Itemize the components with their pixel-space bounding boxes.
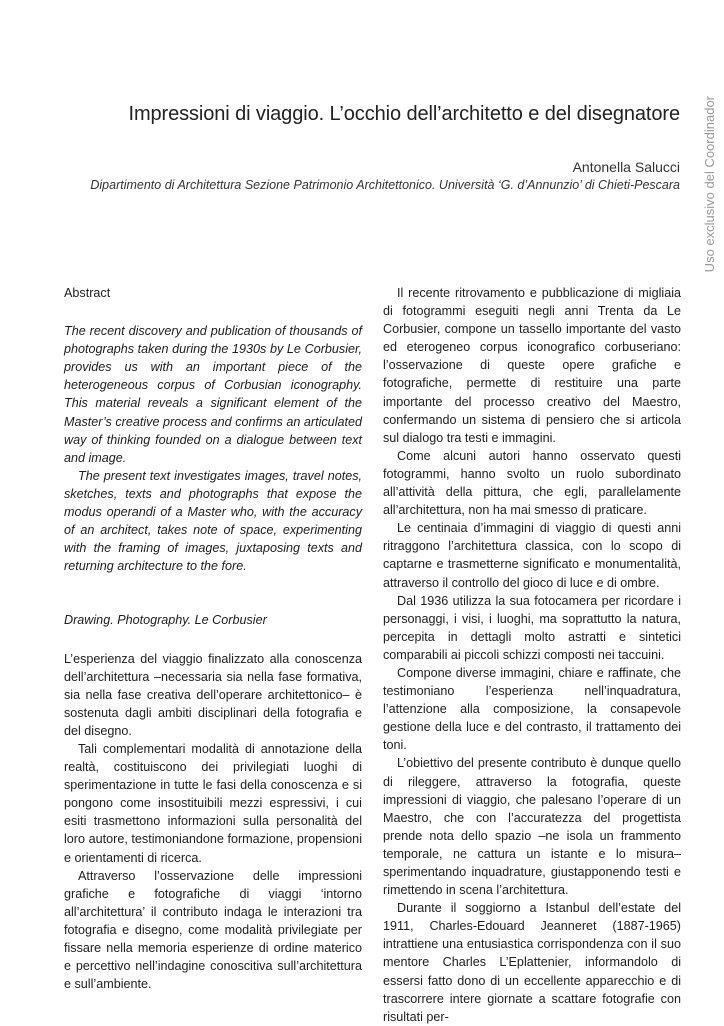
abstract-heading: Abstract (64, 286, 111, 300)
body-paragraph: L’obiettivo del presente contributo è dunque quello di rileggere, attraverso la fotografia, queste impressioni di viaggio, che palesano l’operare di un Maestro, che con l’accuratezza del progettista prende nota dello spazio –ne isola un frammento temporale, ne cattura un istante e lo misura– sperimentando inquadrature, giustapponendo testi e rimettendo in scena l’architettura. (383, 756, 681, 898)
author-affiliation: Dipartimento di Architettura Sezione Patrimonio Architettonico. Università ‘G. d’Annunzio’ di Chieti-Pescara (90, 178, 680, 192)
keywords: Drawing. Photography. Le Corbusier (64, 613, 267, 628)
left-column (64, 284, 362, 993)
body-paragraph: Il recente ritrovamento e pubblicazione di migliaia di fotogrammi eseguiti negli anni Trenta da Le Corbusier, compone un tassello importante del vasto ed eterogeneo corpus iconografico corbuseriano: l’osservazione di queste opere grafiche e fotografiche, permette di restituire una parte importante del processo creativo del Maestro, confermando un sistema di pensiero che si articola sul dialogo tra testi e immagini. (383, 286, 681, 445)
abstract-section (64, 284, 362, 575)
body-paragraph: Durante il soggiorno a Istanbul dell’estate del 1911, Charles-Edouard Jeanneret (1887-1965) intrattiene una entusiastica corrispondenza con il suo mentore Charles L’Eplattenier, informandolo di essersi fatto dono di un eccellente apparecchio e di trascorrere intere giornate a scattare fotografie con risultati per- (383, 901, 681, 1024)
body-paragraph: L’esperienza del viaggio finalizzato alla conoscenza dell’architettura –necessaria sia nella fase formativa, sia nella fase creativa dell’operare architettonico– è sostenuta dagli ambiti disciplinari della fotografia e del disegno. (64, 651, 362, 738)
body-paragraph: Dal 1936 utilizza la sua fotocamera per ricordare i personaggi, i visi, i luoghi, ma soprattutto la natura, percepita in dettagli molto astratti e sintetici comparabili ai piccoli schizzi composti nei taccuini. (383, 593, 681, 662)
body-paragraph: Come alcuni autori hanno osservato questi fotogrammi, hanno svolto un ruolo subordinato all’attività della pittura, che egli, parallelamente all’architettura, non ha mai smesso di praticare. (383, 448, 681, 518)
right-column (383, 284, 681, 1026)
abstract-paragraph: The present text investigates images, travel notes, sketches, texts and photographs that expose the modus operandi of a Master who, with the accuracy of an architect, takes note of space, experimenting with the framing of images, juxtaposing texts and returning architecture to the fore. (64, 468, 362, 574)
body-paragraph: Compone diverse immagini, chiare e raffinate, che testimoniano l’esperienza nell’inquadratura, l’attenzione alla composizione, la consapevole gestione della luce e del contrasto, il trattamento dei toni. (383, 665, 681, 753)
body-paragraph: Le centinaia d’immagini di viaggio di questi anni ritraggono l’architettura classica, con lo scopo di captarne e trasmetterne significato e monumentalità, attraverso il controllo del gioco di luce e di ombre. (383, 521, 681, 590)
body-paragraph: Attraverso l’osservazione delle impressioni grafiche e fotografiche di viaggi ‘intorno all’architettura’ il contributo indaga le interazioni tra fotografia e disegno, come modalità privilegiate per fissare nella memoria esperienze di ordine materico e percettivo nell’indagine conoscitiva sull’architettura e sull’ambiente. (64, 868, 362, 992)
watermark: Uso exclusivo del Coordinador (702, 96, 717, 273)
body-paragraph: Tali complementari modalità di annotazione della realtà, costituiscono dei privilegiati luoghi di sperimentazione in tutte le fasi della conoscenza e si pongono come insostituibili mezzi espressivi, i cui esiti trasmettono informazioni sulla personalità del loro autore, testimoniandone formazione, propensioni e orientamenti di ricerca. (64, 741, 362, 865)
page-title: Impressioni di viaggio. L’occhio dell’architetto e del disegnatore (128, 103, 680, 125)
abstract-paragraph: The recent discovery and publication of thousands of photographs taken during the 1930s by Le Corbusier, provides us with an important piece of the heterogeneous corpus of Corbusian iconography. This material reveals a significant element of the Master’s creative process and confirms an articulated way of thinking founded on a dialogue between text and image. (64, 324, 362, 465)
author-name: Antonella Salucci (572, 159, 680, 175)
